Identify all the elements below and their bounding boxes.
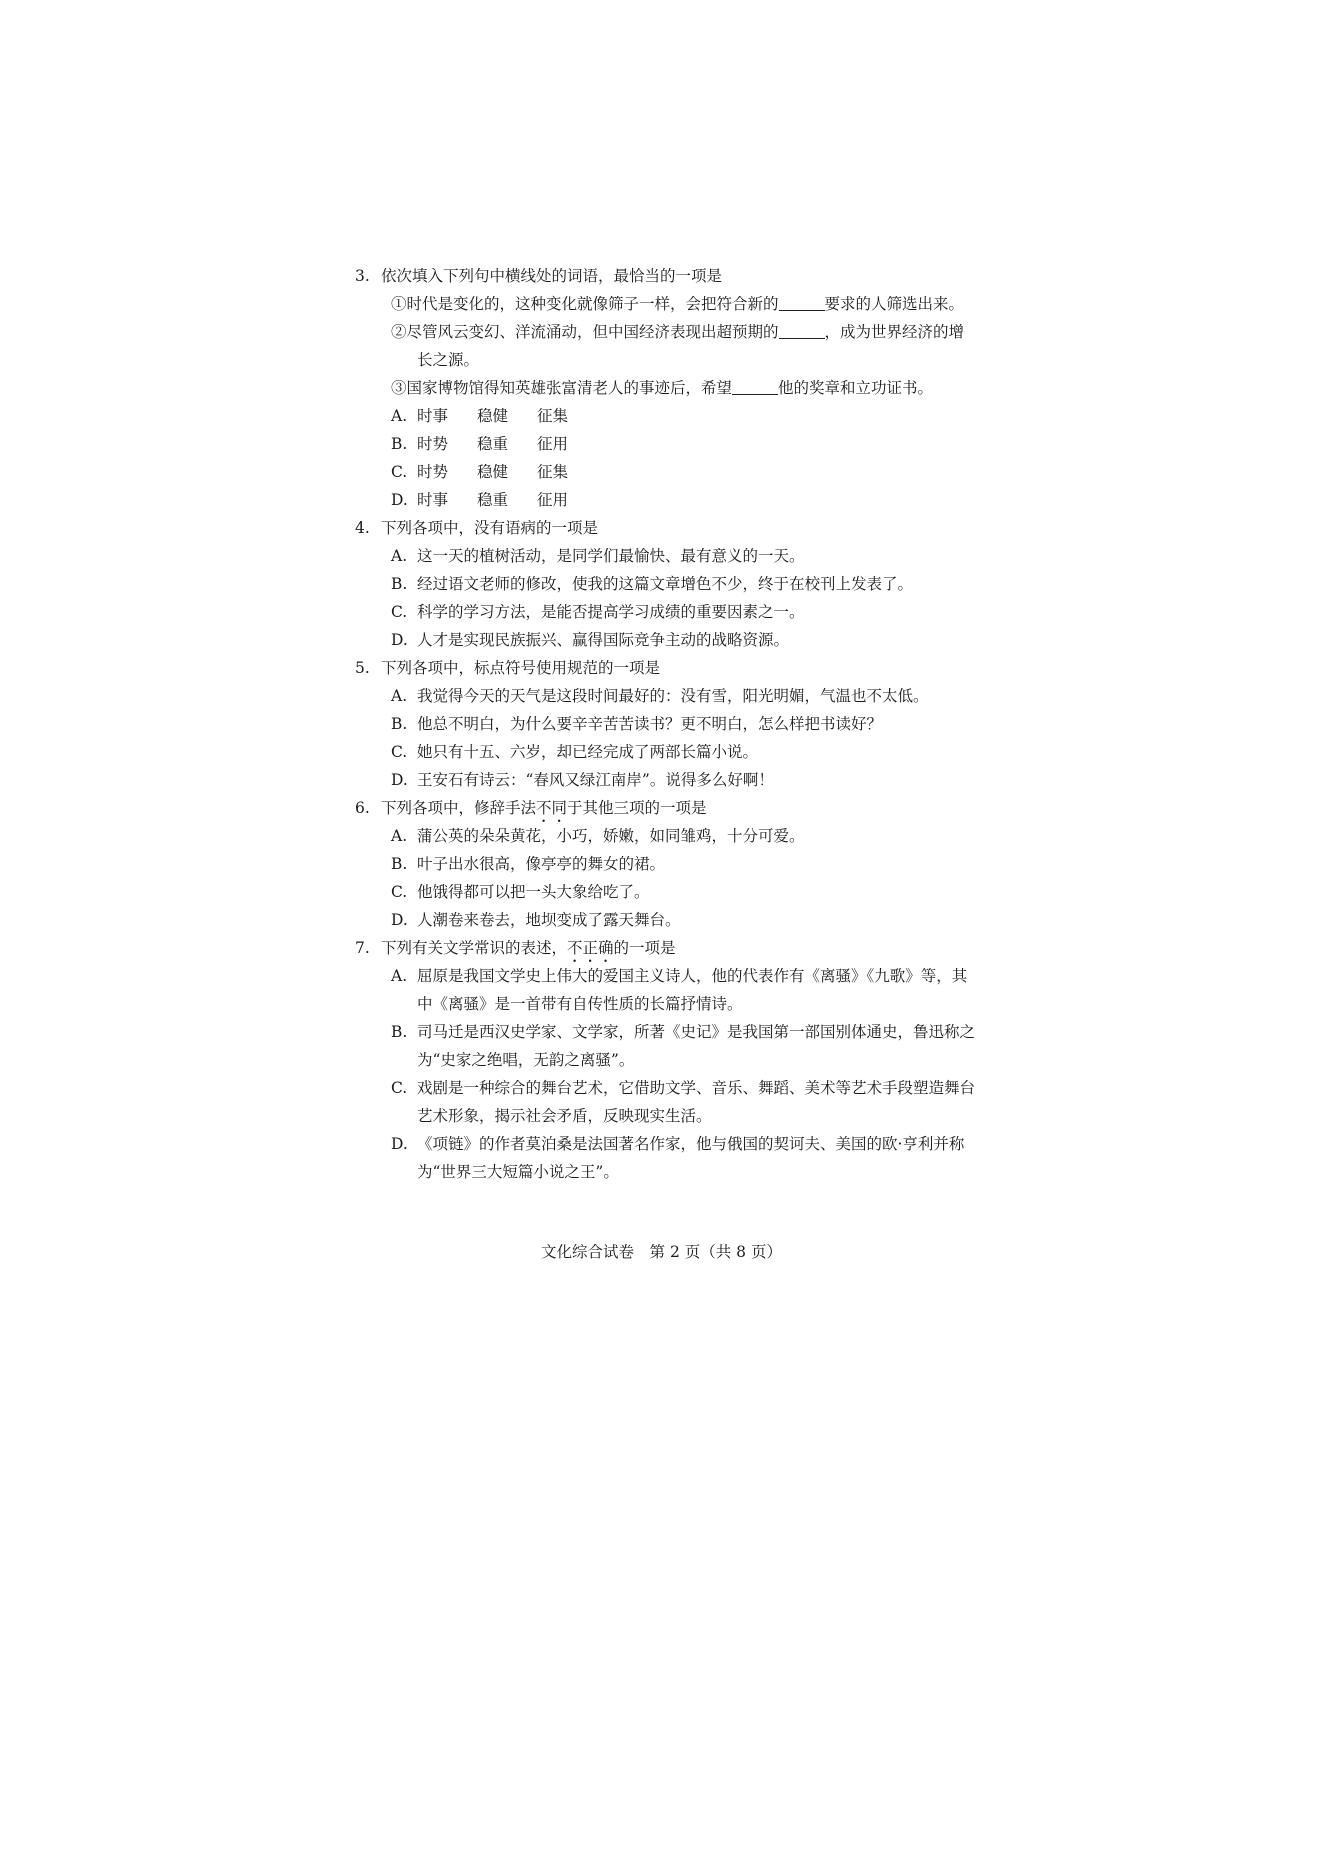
- option-letter: A.: [391, 967, 408, 985]
- option-text: 经过语文老师的修改，使我的这篇文章增色不少，终于在校刊上发表了。: [417, 575, 914, 593]
- option-letter: C.: [391, 743, 408, 761]
- option-text: 他饿得都可以把一头大象给吃了。: [417, 883, 650, 901]
- question-number: 4.: [355, 519, 370, 537]
- question-stem-text: 的一项是: [613, 939, 676, 957]
- option-text: 为“史家之绝唱，无韵之离骚”。: [417, 1051, 635, 1069]
- option-word: 时势: [417, 463, 449, 481]
- question-stem: [355, 654, 995, 682]
- sentence-3: [381, 374, 995, 402]
- sentence-2-continued: [381, 346, 995, 374]
- option-letter: A.: [391, 407, 408, 425]
- option-text: 他总不明白，为什么要辛辛苦苦读书？更不明白，怎么样把书读好？: [417, 715, 883, 733]
- option-b: [381, 850, 995, 878]
- option-text: 人才是实现民族振兴、赢得国际竞争主动的战略资源。: [417, 631, 790, 649]
- question-number: 6.: [355, 799, 370, 817]
- option-text: 我觉得今天的天气是这段时间最好的：没有雪，阳光明媚，气温也不太低。: [417, 687, 929, 705]
- sentence-text: ，成为世界经济的增: [824, 323, 965, 341]
- option-text: 叶子出水很高，像亭亭的舞女的裙。: [417, 855, 666, 873]
- sentence-text: 他的奖章和立功证书。: [778, 379, 934, 397]
- option-letter: C.: [391, 883, 408, 901]
- option-b: [381, 1018, 995, 1074]
- option-a: [381, 402, 995, 430]
- fill-blank: [779, 322, 825, 339]
- option-b: [381, 570, 995, 598]
- option-d: [381, 906, 995, 934]
- option-d: [381, 486, 995, 514]
- question-stem-text: 于其他三项的一项是: [567, 799, 707, 817]
- sentence-2: [381, 318, 995, 346]
- option-word: 征用: [537, 435, 569, 453]
- emphasis-text: 不正确: [567, 939, 614, 957]
- option-word: 时事: [417, 491, 449, 509]
- option-letter: C.: [391, 463, 408, 481]
- option-word: 稳重: [477, 435, 509, 453]
- question-stem-text: 下列各项中，标点符号使用规范的一项是: [381, 659, 661, 677]
- option-word: 稳健: [477, 407, 509, 425]
- option-letter: B.: [391, 435, 408, 453]
- option-text: 艺术形象，揭示社会矛盾，反映现实生活。: [417, 1107, 712, 1125]
- option-text: 司马迁是西汉史学家、文学家，所著《史记》是我国第一部国别体通史，鲁迅称之: [417, 1023, 976, 1041]
- option-letter: B.: [391, 715, 408, 733]
- option-letter: D.: [391, 771, 408, 789]
- fill-blank: [732, 378, 778, 395]
- question-stem: [355, 934, 995, 962]
- question-stem: [355, 262, 995, 290]
- option-b: [381, 430, 995, 458]
- question-number: 3.: [355, 267, 370, 285]
- option-text: 这一天的植树活动，是同学们最愉快、最有意义的一天。: [417, 547, 805, 565]
- option-text: 戏剧是一种综合的舞台艺术，它借助文学、音乐、舞蹈、美术等艺术手段塑造舞台: [417, 1079, 976, 1097]
- option-word: 征集: [537, 463, 569, 481]
- option-word: 时事: [417, 407, 449, 425]
- option-word: 征集: [537, 407, 569, 425]
- option-letter: B.: [391, 855, 408, 873]
- option-text: 中《离骚》是一首带有自传性质的长篇抒情诗。: [417, 995, 743, 1013]
- option-a: [381, 962, 995, 1018]
- option-text: 蒲公英的朵朵黄花，小巧，娇嫩，如同雏鸡，十分可爱。: [417, 827, 805, 845]
- question-number: 7.: [355, 939, 370, 957]
- option-d: [381, 766, 995, 794]
- option-c: [381, 458, 995, 486]
- option-d: [381, 626, 995, 654]
- option-b: [381, 710, 995, 738]
- option-letter: D.: [391, 1135, 408, 1153]
- sentence-1: [381, 290, 995, 318]
- question-stem: [355, 514, 995, 542]
- option-word: 征用: [537, 491, 569, 509]
- option-letter: A.: [391, 547, 408, 565]
- sentence-text: ②尽管风云变幻、洋流涌动，但中国经济表现出超预期的: [391, 323, 779, 341]
- question-number: 5.: [355, 659, 370, 677]
- option-c: [381, 738, 995, 766]
- question-stem-text: 依次填入下列句中横线处的词语，最恰当的一项是: [381, 267, 723, 285]
- question-6: [355, 794, 995, 934]
- option-word: 稳重: [477, 491, 509, 509]
- option-letter: D.: [391, 911, 408, 929]
- option-text: 科学的学习方法，是能否提高学习成绩的重要因素之一。: [417, 603, 805, 621]
- option-word: 稳健: [477, 463, 509, 481]
- fill-blank: [779, 294, 825, 311]
- option-word: 时势: [417, 435, 449, 453]
- option-letter: A.: [391, 687, 408, 705]
- option-letter: B.: [391, 575, 408, 593]
- option-a: [381, 822, 995, 850]
- question-stem-text: 下列各项中，修辞手法: [381, 799, 537, 817]
- option-letter: D.: [391, 491, 408, 509]
- option-letter: C.: [391, 603, 408, 621]
- option-text: 《项链》的作者莫泊桑是法国著名作家，他与俄国的契诃夫、美国的欧·亨利并称: [417, 1135, 965, 1153]
- question-stem-text: 下列有关文学常识的表述，: [381, 939, 568, 957]
- sentence-text: 要求的人筛选出来。: [824, 295, 965, 313]
- page-footer: 文化综合试卷 第 2 页（共 8 页）: [541, 1243, 782, 1261]
- question-stem-text: 下列各项中，没有语病的一项是: [381, 519, 599, 537]
- exam-page-content: [355, 262, 995, 1186]
- question-5: [355, 654, 995, 794]
- option-letter: B.: [391, 1023, 408, 1041]
- emphasis-text: 不同: [536, 799, 568, 817]
- sentence-text: ③国家博物馆得知英雄张富清老人的事迹后，希望: [391, 379, 733, 397]
- option-letter: A.: [391, 827, 408, 845]
- sentence-text: 长之源。: [417, 351, 480, 369]
- option-c: [381, 1074, 995, 1130]
- option-text: 王安石有诗云：“春风又绿江南岸”。说得多么好啊！: [417, 771, 774, 789]
- option-a: [381, 542, 995, 570]
- sentence-text: ①时代是变化的，这种变化就像筛子一样，会把符合新的: [391, 295, 779, 313]
- question-stem: [355, 794, 995, 822]
- option-text: 为“世界三大短篇小说之王”。: [417, 1163, 619, 1181]
- option-text: 她只有十五、六岁，却已经完成了两部长篇小说。: [417, 743, 759, 761]
- question-3: [355, 262, 995, 514]
- question-7: [355, 934, 995, 1186]
- option-letter: D.: [391, 631, 408, 649]
- option-c: [381, 878, 995, 906]
- option-text: 屈原是我国文学史上伟大的爱国主义诗人，他的代表作有《离骚》《九歌》等，其: [417, 967, 968, 985]
- option-a: [381, 682, 995, 710]
- option-d: [381, 1130, 995, 1186]
- option-text: 人潮卷来卷去，地坝变成了露天舞台。: [417, 911, 681, 929]
- question-4: [355, 514, 995, 654]
- option-letter: C.: [391, 1079, 408, 1097]
- option-c: [381, 598, 995, 626]
